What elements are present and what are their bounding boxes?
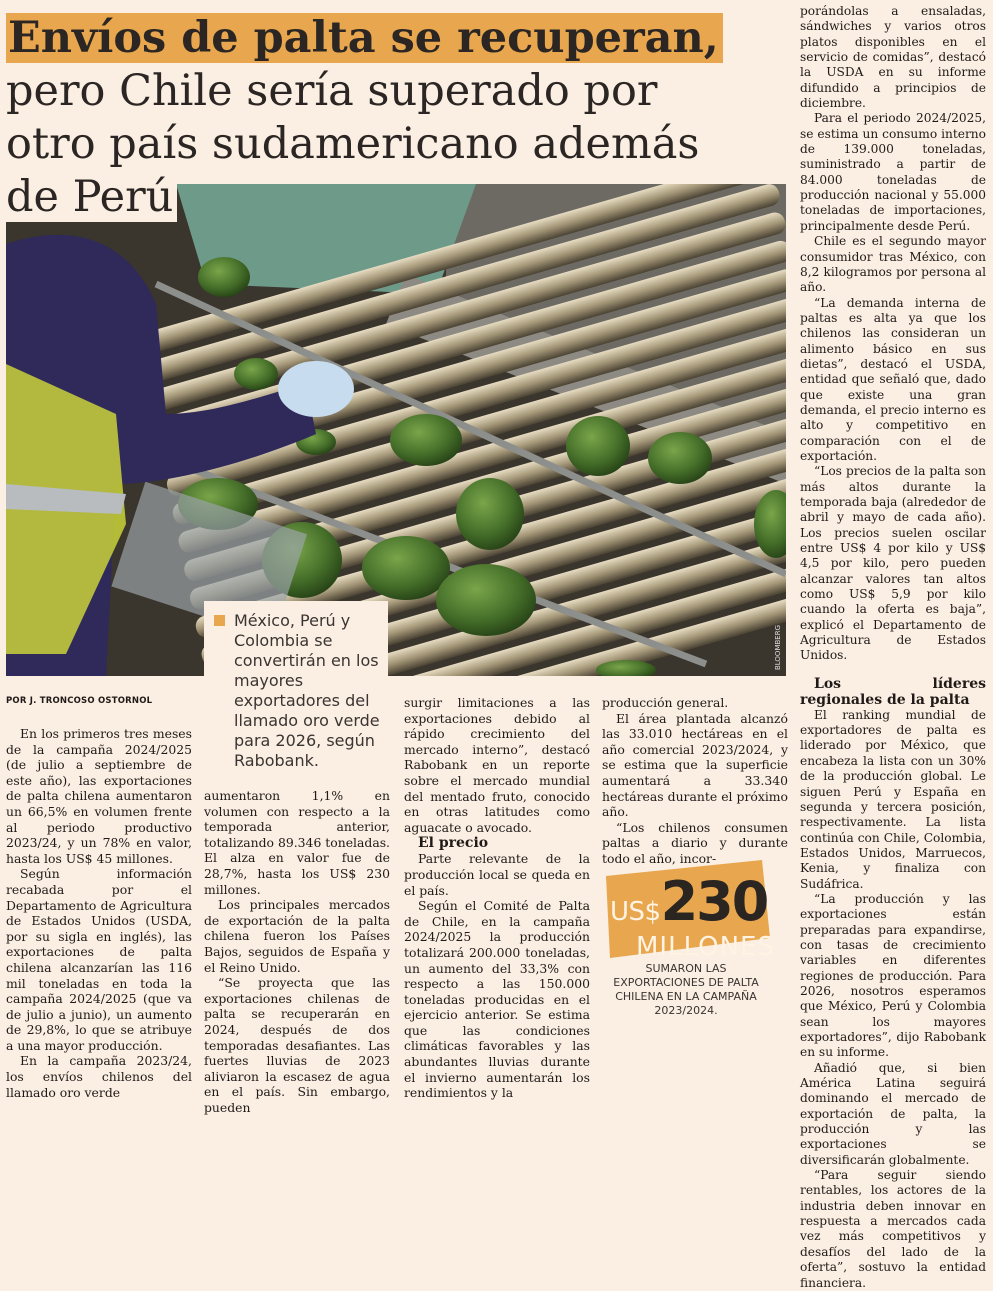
paragraph: Parte relevante de la producción local se queda en el país. xyxy=(404,851,590,898)
paragraph: porándolas a ensaladas, sándwiches y varios otros platos disponibles en el servicio de comidas”, destacó la USDA en su informe difundido a principios de diciembre. xyxy=(800,4,986,111)
headline xyxy=(6,12,741,224)
paragraph: Según el Comité de Palta de Chile, en la campaña 2024/2025 la producción totalizará 200.000 toneladas, un aumento del 33,3% con respecto a las 150.000 toneladas producidas en el ejercicio anterior. Se estima que las condiciones climáticas favorables y las abundantes lluvias durante el invierno aumentarán los rendimientos y la xyxy=(404,898,590,1101)
column-4 xyxy=(602,695,788,867)
column-3 xyxy=(404,695,590,1101)
avocado xyxy=(648,432,712,484)
paragraph: “Los chilenos consumen paltas a diario y durante todo el año, incor- xyxy=(602,819,788,866)
photo-credit-label: BLOOMBERG xyxy=(774,624,782,670)
paragraph: Para el periodo 2024/2025, se estima un consumo interno de 139.000 toneladas, suministrado a partir de 84.000 toneladas de producción nacional y 55.000 toneladas de importaciones, principalmente desde Perú. xyxy=(800,111,986,233)
paragraph: En la campaña 2023/24, los envíos chilenos del llamado oro verde xyxy=(6,1053,192,1100)
paragraph: “La producción y las exportaciones están preparadas para expandirse, con tasas de crecimiento variables en diferentes regiones de producción. Para 2026, nosotros esperamos que México, Perú y Colombia sean los mayores exportadores”, dijo Rabobank en su informe. xyxy=(800,891,986,1060)
avocado xyxy=(234,358,278,390)
paragraph: Chile es el segundo mayor consumidor tras México, con 8,2 kilogramos por persona al año. xyxy=(800,234,986,295)
avocado xyxy=(362,536,450,600)
stat-description: SUMARON LAS EXPORTACIONES DE PALTA CHILENA EN LA CAMPAÑA 2023/2024. xyxy=(613,962,759,1017)
headline-highlight: Envíos de palta se recuperan, xyxy=(6,13,723,63)
avocado xyxy=(456,478,524,550)
photo-illustration xyxy=(6,184,786,676)
paragraph: Añadió que, si bien América Latina seguirá dominando el mercado de exportación de palta, la producción y las exportaciones se diversificarán globalmente. xyxy=(800,1060,986,1167)
paragraph: Los principales mercados de exportación de la palta chilena fueron los Países Bajos, seguidos de España y el Reino Unido. xyxy=(204,897,390,975)
column-2 xyxy=(204,788,390,1115)
square-bullet-icon xyxy=(214,615,225,626)
paragraph: “Para seguir siendo rentables, los actores de la industria deben innovar en respuesta a mercados cada vez más competitivos y desafíos del lado de la oferta”, sostuvo la entidad financiera. xyxy=(800,1168,986,1290)
subhead-precio: El precio xyxy=(418,835,489,852)
avocado-conveyor-photo xyxy=(6,184,786,676)
pull-quote xyxy=(204,601,388,773)
paragraph: “Se proyecta que las exportaciones chilenas de palta se recuperarán en 2024, después de dos temporadas desafiantes. Las fuertes lluvias de 2023 aliviaron la escasez de agua en el país. Sin embargo, pueden xyxy=(204,975,390,1115)
paragraph: “La demanda interna de paltas es alta ya que los chilenos las consideran un alimento básico en sus dietas”, destacó el USDA, entidad que señaló que, dado que existe una gran demanda, el precio interno es alto y competitivo en comparación con el de exportación. xyxy=(800,295,986,463)
paragraph: Según información recabada por el Departamento de Agricultura de Estados Unidos (USDA, por su sigla en inglés), las exportaciones de palta chilena alcanzarían las 116 mil toneladas en toda la campaña 2024/2025 (que va de julio a junio), un aumento de 29,8%, lo que se atribuye a una mayor producción. xyxy=(6,866,192,1053)
stat-box xyxy=(602,858,775,1018)
paragraph: El área plantada alcanzó las 33.010 hectáreas en el año comercial 2023/2024, y se estima que la superficie aumentará a 33.340 hectáreas durante el próximo año. xyxy=(602,710,788,820)
stat-value: 230 xyxy=(660,870,768,933)
paragraph: En los primeros tres meses de la campaña 2024/2025 (de julio a septiembre de este año), las exportaciones de palta chilena aumentaron un 66,5% en volumen frente al periodo productivo 2023/24, y un 78% en valor, hasta los US$ 45 millones. xyxy=(6,726,192,866)
stat-unit: MILLONES xyxy=(636,932,775,962)
paragraph: surgir limitaciones a las exportaciones debido al rápido crecimiento del mercado interno”, destacó Rabobank en un reporte sobre el mercado mundial del mentado fruto, conocido en otras latitudes como aguacate o avocado. xyxy=(404,695,590,835)
column-1 xyxy=(6,726,192,1100)
avocado xyxy=(436,564,536,636)
paragraph: producción general. xyxy=(602,695,729,710)
avocado xyxy=(198,257,250,297)
stat-amount xyxy=(610,870,767,933)
column-5 xyxy=(800,4,986,1291)
subhead-lideres: Los líderes regionales de la palta xyxy=(800,675,986,708)
stat-currency: US$ xyxy=(610,897,661,927)
paragraph: El ranking mundial de exportadores de palta es liderado por México, que encabeza la lista con un 30% de la producción global. Le siguen Perú y España en segunda y tercera posición, respectivamente. La lista continúa con Chile, Colombia, Estados Unidos, Marruecos, Kenia, y finaliza con Sudáfrica. xyxy=(800,707,986,891)
pull-quote-text: México, Perú y Colombia se convertirán en los mayores exportadores del llamado oro verde para 2026, según Rabobank. xyxy=(234,611,380,770)
paragraph: “Los precios de la palta son más altos durante la temporada baja (alrededor de abril y mayo de cada año). Los precios suelen oscilar entre US$ 4 por kilo y US$ 4,5 por kilo, pero pueden alcanzar valores tan altos como US$ 5,9 por kilo cuando la oferta es baja”, explicó el Departamento de Agricultura de Estados Unidos. xyxy=(800,464,986,663)
avocado xyxy=(390,414,462,466)
paragraph: aumentaron 1,1% en volumen con respecto a la temporada anterior, totalizando 89.346 toneladas. El alza en valor fue de 28,7%, hasta los US$ 230 millones. xyxy=(204,788,390,897)
headline-rest: pero Chile sería superado por otro país sudamericano además de Perú xyxy=(6,66,700,222)
byline: POR J. TRONCOSO OSTORNOL xyxy=(6,696,153,706)
avocado xyxy=(566,416,630,476)
